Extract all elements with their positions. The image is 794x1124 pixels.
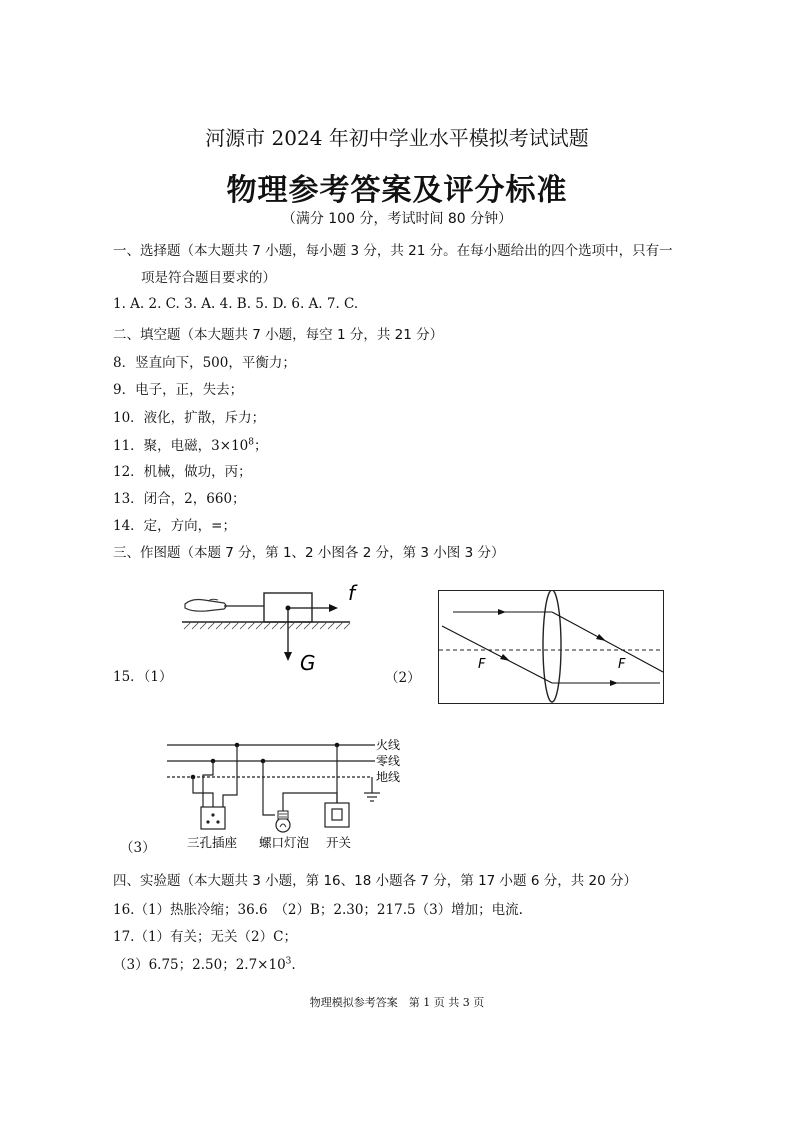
- focus-left-label: F: [478, 657, 486, 672]
- neutral-wire-label: 零线: [376, 754, 401, 768]
- force-g-label: G: [300, 651, 316, 675]
- switch-label: 开关: [326, 835, 352, 850]
- screw-lamp-icon: [276, 811, 290, 832]
- exam-title: 河源市 2024 年初中学业水平模拟考试试题: [205, 126, 589, 150]
- ground-wire-label: 地线: [376, 770, 401, 784]
- answer-q17-exponent: 3: [285, 956, 292, 967]
- answer-q11-text: 11．聚，电磁，3×10: [113, 438, 249, 454]
- answer-q10: 10．液化，扩散，斥力；: [113, 410, 266, 426]
- q15-2-label: （2）: [385, 670, 421, 686]
- answer-q9: 9．电子，正，失去；: [113, 382, 244, 398]
- earth-ground-icon: [364, 793, 380, 801]
- q15-3-label: （3）: [120, 840, 156, 856]
- answer-q8: 8．竖直向下，500，平衡力；: [113, 355, 296, 371]
- lamp-label: 螺口灯泡: [259, 835, 310, 850]
- answer-q17-suffix: .: [291, 957, 296, 973]
- convex-lens: [543, 590, 561, 702]
- lens-ray-diagram: [438, 590, 664, 704]
- ray-1-refracted: [552, 612, 663, 672]
- answer-q12: 12．机械，做功，丙；: [113, 464, 252, 480]
- focus-right-label: F: [618, 657, 626, 672]
- household-circuit-diagram: [165, 735, 411, 855]
- section1-heading-line1: 一、选择题（本大题共 7 小题，每小题 3 分，共 21 分。在每小题给出的四个选项中，只有一: [113, 243, 673, 259]
- hand-icon: [185, 600, 226, 612]
- section3-heading: 三、作图题（本题 7 分，第 1、2 小图各 2 分，第 3 小图 3 分）: [113, 545, 505, 561]
- answer-q17-text: （3）6.75；2.50；2.7×10: [113, 957, 286, 973]
- force-f-label: f: [348, 581, 356, 605]
- answer-q16: 16.（1）热胀冷缩；36.6 （2）B；2.30；217.5（3）增加；电流.: [113, 902, 523, 918]
- answer-q11-suffix: ；: [254, 438, 268, 454]
- answer-q11-exponent: 8: [248, 437, 254, 448]
- page-footer: 物理模拟参考答案 第 1 页 共 3 页: [309, 996, 485, 1009]
- switch-box: [325, 803, 349, 827]
- exam-subtitle: （满分 100 分，考试时间 80 分钟）: [281, 211, 513, 227]
- document-title: 物理参考答案及评分标准: [226, 173, 568, 208]
- force-diagram: [180, 578, 370, 678]
- answer-q17-line1: 17.（1）有关；无关（2）C；: [113, 929, 297, 945]
- socket-label: 三孔插座: [187, 835, 238, 850]
- answer-q13: 13．闭合，2，660；: [113, 491, 246, 507]
- ray-2-incident: [442, 626, 552, 683]
- three-hole-socket: [201, 807, 225, 829]
- diagram-frame: [439, 591, 664, 704]
- q15-1-label: 15．（1）: [113, 669, 173, 685]
- section4-heading: 四、实验题（本大题共 3 小题，第 16、18 小题各 7 分，第 17 小题 6 分，共 20 分）: [113, 873, 637, 889]
- section2-heading: 二、填空题（本大题共 7 小题，每空 1 分，共 21 分）: [113, 327, 444, 343]
- section1-heading-line2: 项是符合题目要求的）: [141, 270, 276, 286]
- ground-hatching: [184, 622, 350, 629]
- section1-answers: 1. A. 2. C. 3. A. 4. B. 5. D. 6. A. 7. C.: [113, 296, 359, 312]
- answer-q17-line2: [113, 953, 296, 973]
- answer-q11: [113, 434, 268, 454]
- answer-q14: 14．定，方向，=；: [113, 518, 236, 534]
- live-wire-label: 火线: [376, 738, 401, 752]
